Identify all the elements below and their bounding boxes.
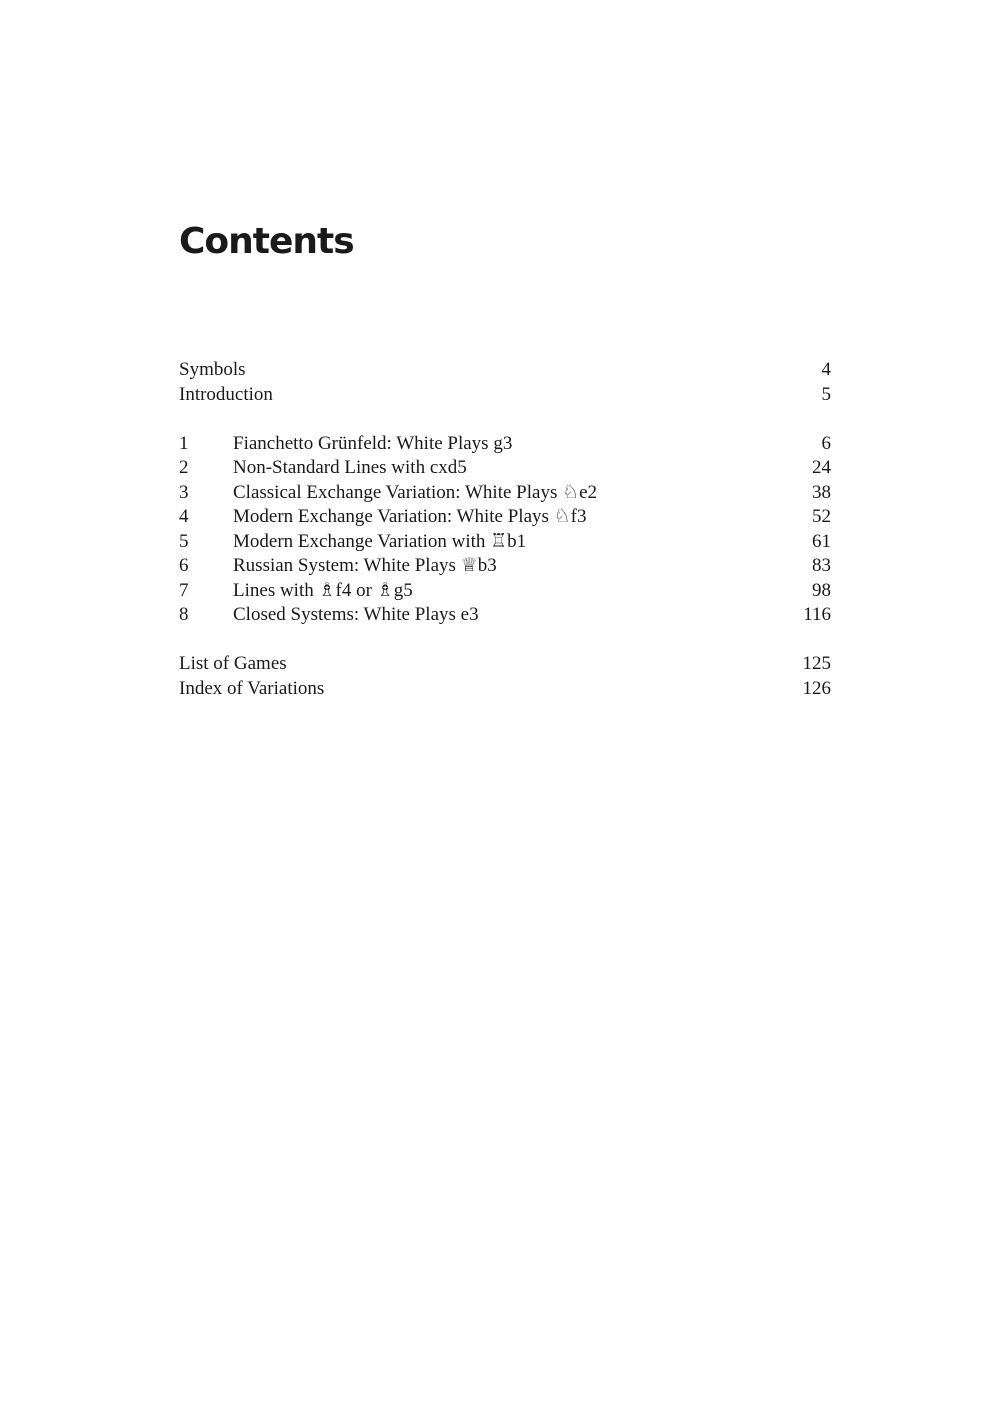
chapter-page: 61 — [812, 530, 831, 552]
toc-entry-title: Introduction — [179, 383, 273, 405]
chapter-title: Modern Exchange Variation with ♖b1 — [233, 530, 527, 552]
toc-entry-title: Symbols — [179, 359, 246, 380]
chapter-page: 6 — [821, 432, 831, 454]
chapter-number: 8 — [179, 604, 189, 625]
toc-chapter-1 — [179, 432, 831, 457]
chapter-title: Fianchetto Grünfeld: White Plays g3 — [233, 432, 513, 454]
chapter-number: 2 — [179, 457, 189, 478]
chapter-number: 6 — [179, 555, 189, 576]
toc-entry-symbols — [179, 358, 831, 383]
toc-chapter-6 — [179, 554, 831, 579]
toc-back-matter — [179, 652, 831, 701]
chapter-number: 3 — [179, 481, 189, 503]
chapter-page: 52 — [812, 506, 831, 527]
table-of-contents — [179, 358, 831, 701]
chapter-number: 5 — [179, 530, 189, 552]
toc-chapters — [179, 432, 831, 628]
toc-entry-title: Index of Variations — [179, 677, 325, 699]
chapter-page: 38 — [812, 481, 831, 503]
toc-entry-page: 4 — [821, 359, 831, 380]
toc-chapter-4 — [179, 505, 831, 530]
chapter-number: 7 — [179, 579, 189, 601]
chapter-page: 98 — [812, 579, 831, 601]
toc-entry-page: 126 — [802, 677, 831, 699]
toc-chapter-8 — [179, 603, 831, 628]
toc-entry-page: 5 — [821, 383, 831, 405]
toc-front-matter — [179, 358, 831, 407]
chapter-title: Classical Exchange Variation: White Plays ♘e2 — [233, 481, 598, 503]
chapter-page: 24 — [812, 457, 831, 478]
toc-chapter-3 — [179, 481, 831, 506]
chapter-title: Non-Standard Lines with cxd5 — [233, 457, 467, 478]
chapter-title: Russian System: White Plays ♕b3 — [233, 555, 497, 576]
toc-entry-title: List of Games — [179, 653, 287, 674]
toc-chapter-7 — [179, 579, 831, 604]
toc-chapter-5 — [179, 530, 831, 555]
toc-chapter-2 — [179, 456, 831, 481]
page-title: Contents — [179, 221, 354, 262]
toc-entry-list-of-games — [179, 652, 831, 677]
chapter-title: Modern Exchange Variation: White Plays ♘f3 — [233, 506, 587, 527]
chapter-title: Closed Systems: White Plays e3 — [233, 604, 479, 625]
chapter-page: 116 — [803, 604, 831, 625]
toc-entry-index-of-variations — [179, 677, 831, 702]
chapter-title: Lines with ♗f4 or ♗g5 — [233, 579, 413, 601]
toc-entry-introduction — [179, 383, 831, 408]
toc-entry-page: 125 — [802, 653, 831, 674]
chapter-page: 83 — [812, 555, 831, 576]
chapter-number: 1 — [179, 432, 189, 454]
chapter-number: 4 — [179, 506, 189, 527]
